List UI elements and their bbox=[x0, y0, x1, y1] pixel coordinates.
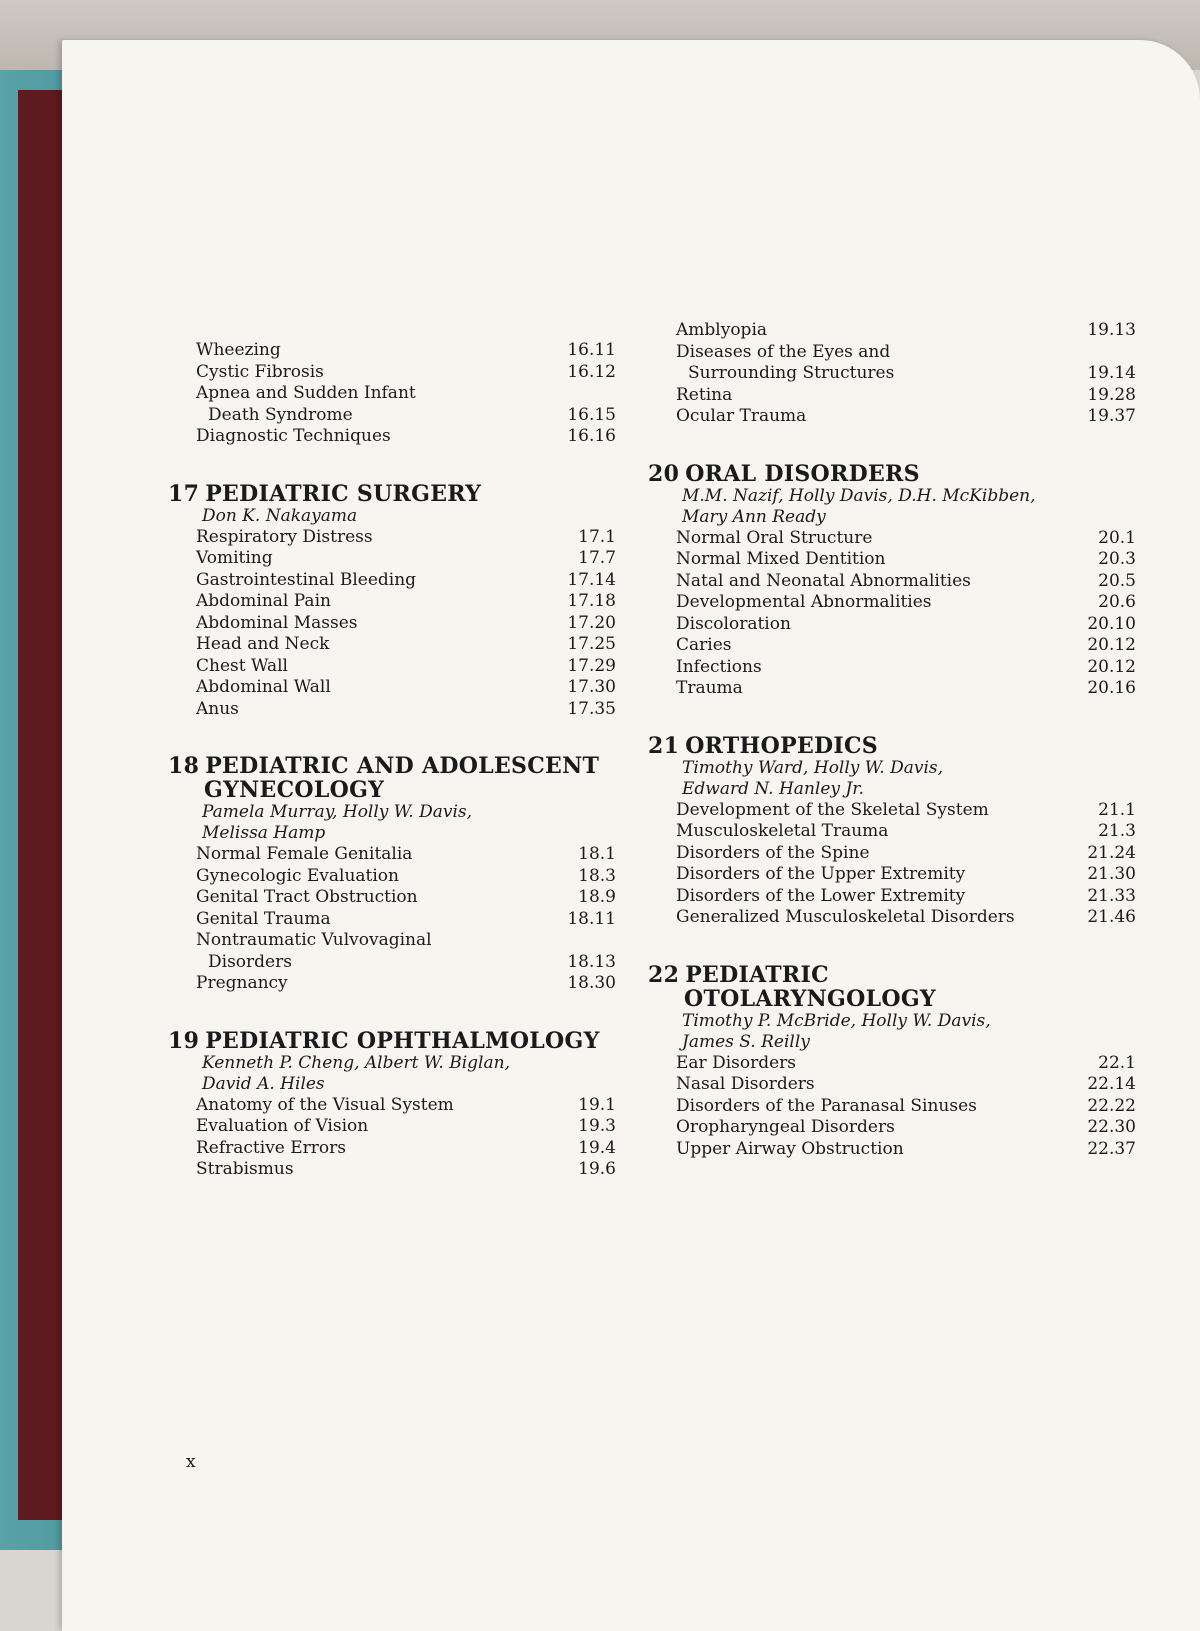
toc-entry-title bbox=[196, 634, 552, 656]
toc-entry-page-number: 20.5 bbox=[1098, 570, 1136, 591]
toc-entry-title-line: Disorders of the Upper Extremity bbox=[676, 864, 966, 884]
toc-entry-title-line: Abdominal Wall bbox=[196, 677, 331, 697]
toc-entry-page-number: 18.13 bbox=[567, 951, 616, 972]
toc-entry bbox=[676, 342, 1136, 385]
chapter-authors: M.M. Nazif, Holly Davis, D.H. McKibben, bbox=[682, 485, 1036, 506]
toc-entry-title bbox=[196, 1159, 552, 1181]
toc-entry bbox=[196, 887, 616, 909]
toc-entry-title-line: Abdominal Masses bbox=[196, 612, 358, 633]
toc-entry-page-number: 22.22 bbox=[1087, 1095, 1136, 1116]
toc-entry-title-line: Apnea and Sudden Infant bbox=[196, 383, 416, 403]
toc-entry-page-number: 20.12 bbox=[1087, 635, 1136, 655]
toc-entry-title-line: Oropharyngeal Disorders bbox=[676, 1117, 895, 1137]
chapter-authors: James S. Reilly bbox=[682, 1031, 810, 1052]
toc-entry bbox=[676, 528, 1136, 550]
toc-entry-page-number: 22.37 bbox=[1087, 1138, 1136, 1159]
toc-entry bbox=[196, 699, 616, 721]
toc-entry-page-number: 16.16 bbox=[567, 426, 616, 446]
toc-entry-title bbox=[676, 678, 1072, 700]
chapter-number: 22 bbox=[648, 961, 680, 988]
toc-entry-title bbox=[196, 362, 552, 384]
toc-entry-page-number: 19.37 bbox=[1087, 406, 1136, 426]
toc-entry bbox=[676, 1074, 1136, 1096]
toc-entry bbox=[196, 426, 616, 448]
toc-entry-title bbox=[196, 1116, 552, 1138]
chapter-number: 17 bbox=[168, 480, 200, 507]
toc-entry-page-number: 17.20 bbox=[567, 612, 616, 633]
toc-entry-title bbox=[196, 1138, 552, 1160]
toc-entry-title bbox=[676, 528, 1072, 550]
chapter-authors: David A. Hiles bbox=[202, 1073, 325, 1094]
chapter-authors: Pamela Murray, Holly W. Davis, bbox=[202, 802, 473, 822]
toc-entry-page-number: 21.46 bbox=[1087, 907, 1136, 927]
chapter-authors: Melissa Hamp bbox=[202, 823, 326, 843]
toc-entry-title bbox=[676, 821, 1072, 843]
toc-entry bbox=[196, 591, 616, 613]
toc-entry-page-number: 20.10 bbox=[1087, 613, 1136, 634]
toc-entry-title-line: Ocular Trauma bbox=[676, 406, 807, 426]
toc-entry-title bbox=[676, 549, 1072, 571]
toc-entry-page-number: 22.1 bbox=[1098, 1052, 1136, 1073]
toc-entry-title-line: Vomiting bbox=[196, 548, 273, 568]
chapter-authors: Kenneth P. Cheng, Albert W. Biglan, bbox=[202, 1052, 510, 1073]
toc-right-column bbox=[648, 320, 1136, 1194]
toc-entry bbox=[676, 821, 1136, 843]
toc-entry bbox=[676, 571, 1136, 593]
chapter-heading bbox=[168, 1029, 616, 1053]
toc-entry-title bbox=[196, 909, 552, 931]
toc-entry-page-number: 17.30 bbox=[567, 677, 616, 697]
toc-entry-title-line: Caries bbox=[676, 635, 732, 655]
toc-entry-title-line: Trauma bbox=[676, 678, 743, 698]
toc-entry-title bbox=[196, 930, 552, 973]
toc-entry bbox=[196, 340, 616, 362]
toc-entry-title bbox=[676, 342, 1072, 385]
toc-entry bbox=[196, 383, 616, 426]
toc-entry-page-number: 16.11 bbox=[567, 340, 616, 360]
chapter-number: 20 bbox=[648, 460, 680, 487]
toc-entry bbox=[196, 527, 616, 549]
toc-entry-title bbox=[196, 548, 552, 570]
toc-entry-title bbox=[196, 699, 552, 721]
toc-entry bbox=[676, 614, 1136, 636]
toc-chapter-20 bbox=[648, 460, 1136, 700]
toc-entry-title-line: Nasal Disorders bbox=[676, 1074, 815, 1094]
toc-entry-title-line: Disorders of the Lower Extremity bbox=[676, 885, 966, 906]
toc-entry bbox=[676, 592, 1136, 614]
toc-entry-page-number: 17.7 bbox=[578, 548, 616, 568]
toc-entry-page-number: 17.14 bbox=[567, 569, 616, 590]
toc-entry bbox=[676, 800, 1136, 822]
toc-entry-title bbox=[196, 570, 552, 592]
toc-entry-title bbox=[196, 677, 552, 699]
chapter-title: PEDIATRIC bbox=[685, 961, 829, 988]
toc-entry bbox=[676, 886, 1136, 908]
toc-entry-page-number: 19.4 bbox=[578, 1137, 616, 1158]
toc-chapter-19 bbox=[168, 1027, 616, 1181]
toc-entry bbox=[676, 635, 1136, 657]
toc-entry-title-line: Diagnostic Techniques bbox=[196, 426, 391, 446]
toc-entry-title-line: Retina bbox=[676, 384, 733, 405]
chapter-title: ORAL DISORDERS bbox=[685, 460, 920, 487]
toc-entry bbox=[676, 549, 1136, 571]
toc-entry bbox=[196, 1138, 616, 1160]
toc-entry bbox=[196, 548, 616, 570]
toc-entry-page-number: 21.30 bbox=[1087, 864, 1136, 884]
toc-entry bbox=[676, 320, 1136, 342]
chapter-title-continuation: OTOLARYNGOLOGY bbox=[684, 985, 936, 1012]
toc-entry-title-line: Normal Oral Structure bbox=[676, 527, 873, 548]
toc-entry-title bbox=[196, 656, 552, 678]
toc-entry-title bbox=[676, 657, 1072, 679]
toc-entry-title bbox=[196, 844, 552, 866]
toc-chapter-17 bbox=[168, 480, 616, 721]
toc-entry-title bbox=[196, 1095, 552, 1117]
toc-entry-page-number: 17.1 bbox=[578, 526, 616, 547]
toc-entry-title-line: Wheezing bbox=[196, 340, 281, 360]
toc-entry-title-continuation: Death Syndrome bbox=[208, 404, 353, 425]
toc-entry-title bbox=[196, 383, 552, 426]
toc-entry-page-number: 20.16 bbox=[1087, 678, 1136, 698]
chapter-title: PEDIATRIC AND ADOLESCENT bbox=[205, 753, 600, 779]
toc-entry bbox=[676, 1053, 1136, 1075]
toc-entry-title bbox=[196, 887, 552, 909]
toc-entry-title-line: Respiratory Distress bbox=[196, 526, 373, 547]
chapter-heading bbox=[648, 963, 1136, 1011]
toc-entry-title bbox=[676, 614, 1072, 636]
toc-entry-title bbox=[196, 591, 552, 613]
toc-entry bbox=[676, 907, 1136, 929]
chapter-heading bbox=[648, 462, 1136, 486]
chapter-number: 19 bbox=[168, 1027, 200, 1054]
chapter-number: 21 bbox=[648, 732, 680, 759]
toc-entry-title-line: Gynecologic Evaluation bbox=[196, 865, 399, 886]
toc-entry-title bbox=[676, 1139, 1072, 1161]
chapter-title: ORTHOPEDICS bbox=[685, 732, 878, 759]
toc-entry-title bbox=[676, 592, 1072, 614]
toc-entry-page-number: 21.24 bbox=[1087, 842, 1136, 863]
chapter-authors: Timothy Ward, Holly W. Davis, bbox=[682, 757, 944, 778]
toc-entry bbox=[196, 844, 616, 866]
toc-entry-title-line: Abdominal Pain bbox=[196, 591, 331, 611]
toc-entry-page-number: 17.29 bbox=[567, 655, 616, 676]
toc-entry bbox=[676, 843, 1136, 865]
toc-entry-page-number: 18.1 bbox=[578, 844, 616, 864]
chapter-number: 18 bbox=[168, 753, 200, 779]
toc-entry-title bbox=[676, 1074, 1072, 1096]
toc-chapter-21 bbox=[648, 732, 1136, 929]
toc-entry-page-number: 19.3 bbox=[578, 1116, 616, 1136]
toc-entry-title-line: Refractive Errors bbox=[196, 1137, 347, 1158]
toc-entry bbox=[196, 1095, 616, 1117]
toc-entry-page-number: 19.1 bbox=[578, 1094, 616, 1115]
toc-entry-page-number: 22.30 bbox=[1087, 1117, 1136, 1137]
toc-entry bbox=[676, 657, 1136, 679]
toc-entry-page-number: 21.33 bbox=[1087, 885, 1136, 906]
toc-entry-title bbox=[676, 843, 1072, 865]
chapter-heading bbox=[168, 754, 616, 802]
toc-entry bbox=[676, 678, 1136, 700]
toc-entry-title bbox=[196, 973, 552, 995]
toc-entry-title-continuation: Disorders bbox=[208, 951, 292, 972]
toc-entry-title-line: Discoloration bbox=[676, 613, 791, 634]
toc-entry-page-number: 22.14 bbox=[1087, 1074, 1136, 1094]
toc-entry-title bbox=[676, 800, 1072, 822]
page-folio: x bbox=[186, 1452, 196, 1472]
toc-entry-title-line: Nontraumatic Vulvovaginal bbox=[196, 930, 432, 950]
toc-entry-page-number: 19.28 bbox=[1087, 384, 1136, 405]
toc-entry-title-line: Development of the Skeletal System bbox=[676, 799, 989, 820]
chapter-authors: Mary Ann Ready bbox=[682, 506, 826, 527]
toc-entry bbox=[676, 1117, 1136, 1139]
toc-entry-page-number: 18.3 bbox=[578, 865, 616, 886]
toc-left-column bbox=[168, 340, 616, 1215]
toc-entry-page-number: 20.1 bbox=[1098, 527, 1136, 548]
toc-entry-title bbox=[676, 1117, 1072, 1139]
toc-entry-title-line: Developmental Abnormalities bbox=[676, 592, 932, 612]
toc-entry-title bbox=[196, 866, 552, 888]
toc-entry-title-line: Evaluation of Vision bbox=[196, 1116, 369, 1136]
chapter-title: PEDIATRIC SURGERY bbox=[205, 480, 482, 507]
toc-entry-title bbox=[676, 635, 1072, 657]
toc-entry bbox=[196, 656, 616, 678]
chapter-authors: Don K. Nakayama bbox=[202, 505, 358, 526]
toc-entry-title-line: Cystic Fibrosis bbox=[196, 361, 324, 382]
toc-entry-page-number: 17.35 bbox=[567, 698, 616, 719]
toc-entry-page-number: 21.3 bbox=[1098, 821, 1136, 841]
toc-entry-title bbox=[676, 385, 1072, 407]
toc-entry bbox=[196, 634, 616, 656]
toc-entry-title-line: Pregnancy bbox=[196, 973, 288, 993]
toc-entry-page-number: 17.25 bbox=[567, 634, 616, 654]
toc-entry bbox=[196, 1159, 616, 1181]
toc-entry bbox=[676, 406, 1136, 428]
toc-entry-title-line: Disorders of the Paranasal Sinuses bbox=[676, 1095, 977, 1116]
toc-entry bbox=[196, 973, 616, 995]
toc-entry-page-number: 20.12 bbox=[1087, 656, 1136, 677]
toc-entry-title-line: Generalized Musculoskeletal Disorders bbox=[676, 907, 1015, 927]
toc-entry-title-line: Genital Tract Obstruction bbox=[196, 887, 418, 907]
toc-entry-page-number: 18.11 bbox=[567, 908, 616, 929]
toc-entry bbox=[196, 930, 616, 973]
toc-chapter-22 bbox=[648, 961, 1136, 1161]
toc-entry bbox=[196, 613, 616, 635]
toc-entry-title bbox=[676, 886, 1072, 908]
toc-entry bbox=[196, 362, 616, 384]
toc-entry bbox=[676, 1139, 1136, 1161]
toc-entry-title-continuation: Surrounding Structures bbox=[688, 363, 895, 383]
toc-entry-title-line: Natal and Neonatal Abnormalities bbox=[676, 570, 971, 591]
toc-entry-page-number: 16.12 bbox=[567, 361, 616, 382]
toc-entry-title-line: Head and Neck bbox=[196, 634, 330, 654]
toc-entry-page-number: 19.6 bbox=[578, 1159, 616, 1179]
toc-entry-title bbox=[196, 426, 552, 448]
toc-entry-title bbox=[196, 527, 552, 549]
toc-entry-page-number: 21.1 bbox=[1098, 799, 1136, 820]
toc-entry-title bbox=[676, 907, 1072, 929]
chapter-title-continuation: GYNECOLOGY bbox=[204, 777, 385, 803]
toc-entry-title-line: Musculoskeletal Trauma bbox=[676, 821, 889, 841]
toc-entry-title-line: Anus bbox=[196, 698, 239, 719]
toc-entry-title-line: Genital Trauma bbox=[196, 908, 331, 929]
toc-entry-page-number: 19.13 bbox=[1087, 320, 1136, 340]
toc-entry-title bbox=[676, 571, 1072, 593]
toc-entry-title-line: Normal Mixed Dentition bbox=[676, 549, 886, 569]
toc-entry-title-line: Strabismus bbox=[196, 1159, 294, 1179]
toc-entry-title-line: Infections bbox=[676, 656, 762, 677]
toc-entry-title bbox=[196, 340, 552, 362]
toc-entry-title-line: Ear Disorders bbox=[676, 1052, 797, 1073]
toc-entry-title bbox=[676, 864, 1072, 886]
chapter-title: PEDIATRIC OPHTHALMOLOGY bbox=[205, 1027, 600, 1054]
toc-entry-title-line: Disorders of the Spine bbox=[676, 842, 870, 863]
chapter-authors: Timothy P. McBride, Holly W. Davis, bbox=[682, 1010, 991, 1031]
toc-entry-page-number: 18.9 bbox=[578, 887, 616, 907]
chapter-heading bbox=[648, 734, 1136, 758]
toc-entry-page-number: 16.15 bbox=[567, 404, 616, 425]
toc-entry-title-line: Upper Airway Obstruction bbox=[676, 1138, 904, 1159]
toc-entry-page-number: 18.30 bbox=[567, 973, 616, 993]
toc-entry bbox=[196, 909, 616, 931]
toc-entry-title-line: Anatomy of the Visual System bbox=[196, 1094, 454, 1115]
toc-entry bbox=[676, 1096, 1136, 1118]
toc-entry-title-line: Diseases of the Eyes and bbox=[676, 341, 891, 362]
toc-entry-page-number: 17.18 bbox=[567, 591, 616, 611]
toc-entry-title-line: Amblyopia bbox=[676, 320, 768, 340]
toc-entry-title bbox=[676, 1053, 1072, 1075]
toc-entry-page-number: 20.3 bbox=[1098, 549, 1136, 569]
toc-entry bbox=[196, 570, 616, 592]
toc-entry-title bbox=[676, 406, 1072, 428]
toc-entry bbox=[196, 677, 616, 699]
toc-entry-title bbox=[676, 320, 1072, 342]
toc-continued-entries bbox=[196, 340, 616, 448]
toc-entry-page-number: 20.6 bbox=[1098, 592, 1136, 612]
toc-entry-title bbox=[196, 613, 552, 635]
toc-entry-page-number: 19.14 bbox=[1087, 363, 1136, 383]
toc-entry-title-line: Normal Female Genitalia bbox=[196, 844, 413, 864]
toc-entry-title bbox=[676, 1096, 1072, 1118]
toc-entry-title-line: Gastrointestinal Bleeding bbox=[196, 569, 417, 590]
toc-continued-entries bbox=[676, 320, 1136, 428]
toc-entry bbox=[676, 864, 1136, 886]
toc-entry-title-line: Chest Wall bbox=[196, 655, 288, 676]
chapter-heading bbox=[168, 482, 616, 506]
toc-chapter-18 bbox=[168, 753, 616, 995]
toc-entry bbox=[676, 385, 1136, 407]
chapter-authors: Edward N. Hanley Jr. bbox=[682, 778, 864, 799]
toc-entry bbox=[196, 866, 616, 888]
toc-entry bbox=[196, 1116, 616, 1138]
